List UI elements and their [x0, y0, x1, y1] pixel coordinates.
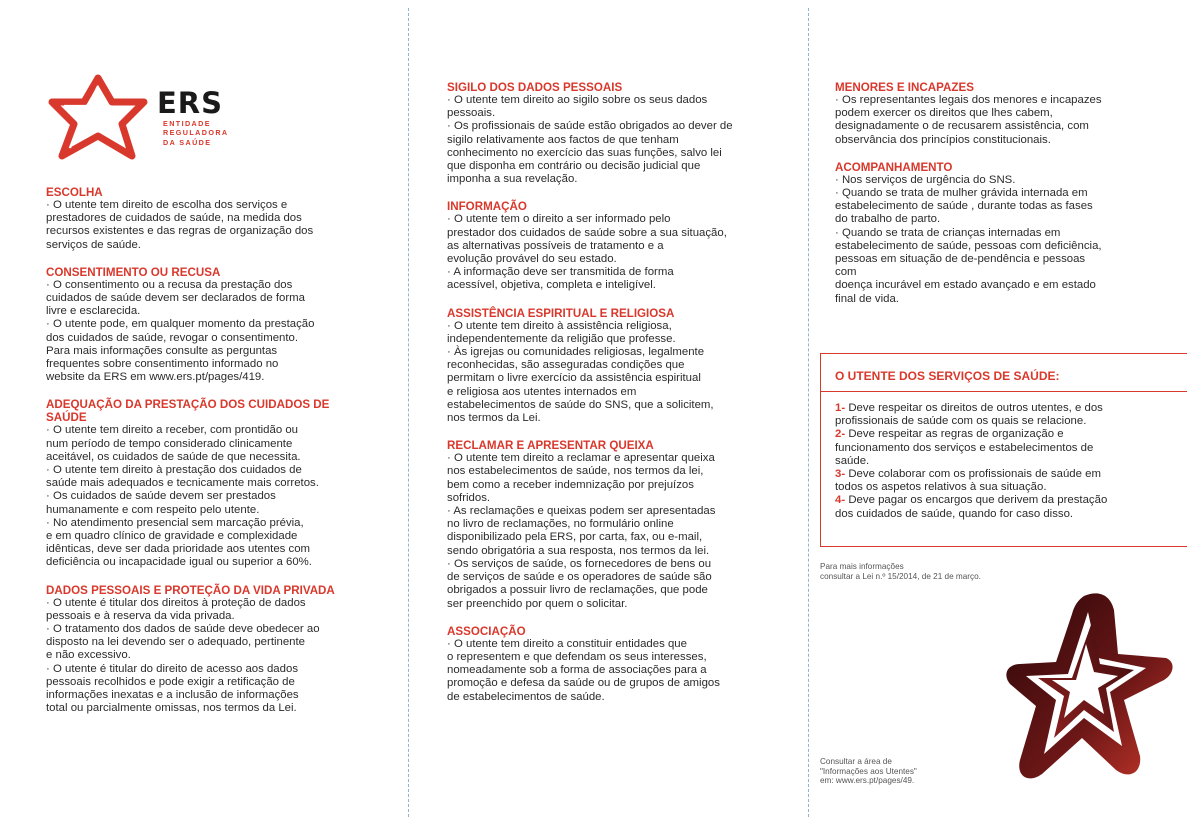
duty-item	[835, 428, 1177, 468]
section-line: pessoais recolhidos e pode exigir a retificação de	[46, 675, 295, 688]
section-line: reconhecidas, são asseguradas condições que	[447, 359, 685, 372]
website-note-line: "Informações aos Utentes"	[820, 766, 917, 776]
section	[46, 584, 364, 716]
section-line: pessoais e à reserva da vida privada.	[46, 609, 235, 622]
duty-text: todos os aspetos relativos à sua situação.	[835, 481, 1047, 494]
section-line: sigilo relativamente aos factos de que tenham	[447, 133, 679, 146]
duties-divider	[821, 391, 1187, 392]
section-line: · O utente tem direito de escolha dos serviços e	[46, 199, 288, 211]
duty-line	[835, 481, 1177, 494]
section-line: permitam o livre exercício da assistência espiritual	[447, 372, 701, 385]
fold-line-left	[408, 8, 409, 817]
section	[447, 200, 775, 292]
star-logo-icon	[44, 72, 152, 162]
section-line: evolução provável do seu estado.	[447, 253, 617, 266]
section-line: nos estabelecimentos de saúde, nos termos da lei,	[447, 465, 704, 478]
section-heading: INFORMAÇÃO	[447, 200, 527, 214]
section-line: · No atendimento presencial sem marcação prévia,	[46, 516, 304, 529]
duty-item	[835, 468, 1177, 494]
section-heading: MENORES E INCAPAZES	[835, 81, 974, 94]
section-line: conhecimento no exercício das suas funções, salvo lei	[447, 146, 722, 159]
law-note-line: Para mais informações	[820, 562, 904, 571]
section-line: · O utente tem direito ao sigilo sobre os seus dados	[447, 94, 708, 106]
section-heading: ACOMPANHAMENTO	[835, 160, 953, 174]
section-line: · O tratamento dos dados de saúde deve obedecer ao	[46, 623, 320, 636]
section-line: · O utente tem o direito a ser informado pelo	[447, 213, 671, 226]
section-line: pessoais.	[447, 107, 496, 120]
section-line: · Os serviços de saúde, os fornecedores de bens ou	[447, 557, 712, 570]
section-line: de estabelecimentos de saúde.	[447, 690, 605, 703]
website-note-line: em: www.ers.pt/pages/49.	[820, 776, 915, 786]
section	[447, 625, 775, 704]
section-line: final de vida.	[835, 292, 899, 305]
duty-text: Deve respeitar os direitos de outros utentes, e dos	[848, 402, 1103, 414]
section-line: frequentes sobre consentimento informado no	[46, 358, 279, 371]
section-line: · Os representantes legais dos menores e incapazes	[835, 94, 1102, 106]
section-line: · Às igrejas ou comunidades religiosas, legalmente	[447, 346, 705, 359]
section-line: dos cuidados de saúde, revogar o consentimento.	[46, 331, 299, 344]
section-line: · O utente é titular dos direitos à proteção de dados	[46, 596, 306, 609]
ers-subtitle-line: ENTIDADE	[163, 119, 211, 128]
duty-line	[835, 468, 1177, 481]
section-line: doença incurável em estado avançado e em estado	[835, 279, 1096, 292]
section	[46, 398, 364, 569]
duty-number: 4-	[835, 494, 846, 507]
section-line: e em quadro clínico de gravidade e complexidade	[46, 530, 298, 543]
section	[447, 307, 775, 426]
section	[46, 186, 364, 252]
section-line: · Nos serviços de urgência do SNS.	[835, 173, 1016, 186]
section-line: · Quando se trata de mulher grávida internada em	[835, 187, 1088, 200]
duties-list	[821, 402, 1187, 521]
section-line: prestadores de cuidados de saúde, na medida dos	[46, 212, 302, 225]
section-line: independentemente da religião que professe.	[447, 332, 676, 345]
section-line: promoção e defesa da saúde ou de grupos de amigos	[447, 677, 720, 690]
duty-line	[835, 428, 1177, 441]
duty-line	[835, 442, 1177, 455]
section	[835, 161, 1157, 306]
section-line: de serviços de saúde e os operadores de saúde são	[447, 571, 712, 584]
column-middle	[447, 81, 775, 718]
section-line: informações inexatas e a inclusão de informações	[46, 689, 299, 702]
section-line: · O utente pode, em qualquer momento da prestação	[46, 318, 315, 331]
section	[447, 439, 775, 610]
duty-number: 3-	[835, 468, 846, 481]
section-heading: DADOS PESSOAIS E PROTEÇÃO DA VIDA PRIVADA	[46, 583, 335, 597]
section-line: · O utente tem direito a receber, com prontidão ou	[46, 424, 298, 437]
column-left	[46, 186, 364, 730]
duty-line	[835, 494, 1177, 507]
column-right	[835, 81, 1157, 320]
duty-text: dos cuidados de saúde, quando for caso disso.	[835, 507, 1074, 520]
duty-text: profissionais de saúde com os quais se relacione.	[835, 415, 1087, 428]
section-heading: RECLAMAR E APRESENTAR QUEIXA	[447, 439, 654, 453]
duty-line	[835, 455, 1177, 468]
ers-subtitle-line: REGULADORA	[163, 128, 229, 138]
section-line: podem exercer os direitos que lhes cabem,	[835, 107, 1053, 120]
fold-line-right	[808, 8, 809, 817]
section-line: ser preenchido por quem o solicitar.	[447, 597, 628, 610]
section-line: acessível, objetiva, completa e inteligível.	[447, 279, 656, 292]
section-line: saúde mais adequados e tecnicamente mais corretos.	[46, 477, 319, 490]
section-line: nos termos da Lei.	[447, 412, 541, 425]
section-line: · O consentimento ou a recusa da prestação dos	[46, 278, 293, 291]
ers-subtitle	[163, 119, 229, 147]
section-line: · O utente tem direito a reclamar e apresentar queixa	[447, 452, 715, 465]
duty-text: Deve colaborar com os profissionais de saúde em	[848, 468, 1101, 481]
section-line: pessoas em situação de de-pendência e pessoas	[835, 253, 1086, 266]
duty-number: 2-	[835, 428, 846, 441]
section	[835, 81, 1157, 147]
law-note	[820, 562, 981, 581]
section-line: Para mais informações consulte as perguntas	[46, 344, 278, 357]
section-line: deficiência ou incapacidade igual ou superior a 60%.	[46, 556, 312, 569]
section-line: · O utente tem direito a constituir entidades que	[447, 637, 687, 650]
section-line: · A informação deve ser transmitida de forma	[447, 266, 674, 279]
duty-item	[835, 402, 1177, 428]
section-line: livre e esclarecida.	[46, 305, 141, 318]
section-line: · O utente é titular do direito de acesso aos dados	[46, 662, 299, 675]
section	[447, 81, 775, 186]
duty-line	[835, 415, 1177, 428]
section-line: prestador dos cuidados de saúde sobre a sua situação,	[447, 226, 727, 239]
section-heading: CONSENTIMENTO OU RECUSA	[46, 265, 221, 279]
duty-text: funcionamento dos serviços e estabelecimentos de	[835, 441, 1094, 454]
section-line: do trabalho de parto.	[835, 213, 941, 226]
section-line: e religiosa aos utentes internados em	[447, 385, 637, 398]
section	[46, 266, 364, 385]
duty-line	[835, 508, 1177, 521]
section-line: disponibilizado pela ERS, por carta, fax, ou e-mail,	[447, 531, 703, 544]
section-line: num período de tempo considerado clinicamente	[46, 437, 293, 450]
section-line: · Os cuidados de saúde devem ser prestados	[46, 490, 276, 503]
section-line: estabelecimento de saúde, pessoas com deficiência,	[835, 239, 1102, 252]
section-line: · Quando se trata de crianças internadas em	[835, 226, 1061, 239]
section-line: e não excessivo.	[46, 649, 131, 662]
section-heading: SIGILO DOS DADOS PESSOAIS	[447, 81, 623, 94]
section-heading: ESCOLHA	[46, 186, 103, 199]
section-line: serviços de saúde.	[46, 238, 141, 251]
section-line: idênticas, deve ser dada prioridade aos utentes com	[46, 543, 311, 556]
section-line: recursos existentes e das regras de organização dos	[46, 225, 314, 238]
section-line: website da ERS em www.ers.pt/pages/419.	[46, 371, 265, 384]
section-line: bem como a receber indemnização por prejuízos	[447, 478, 694, 491]
ers-subtitle-line: DA SAÚDE	[163, 137, 212, 147]
section-heading: ASSISTÊNCIA ESPIRITUAL E RELIGIOSA	[447, 306, 675, 320]
section-line: as alternativas possíveis de tratamento e a	[447, 239, 664, 252]
section-line: observância dos princípios constitucionais.	[835, 133, 1051, 146]
duty-item	[835, 494, 1177, 520]
decorative-star-icon	[1006, 588, 1176, 788]
section-line: aceitável, os cuidados de saúde de que necessita.	[46, 450, 301, 463]
section-line: no livro de reclamações, no formulário online	[447, 518, 674, 531]
section-heading: ASSOCIAÇÃO	[447, 624, 526, 638]
website-note-line: Consultar a área de	[820, 757, 892, 766]
section-line: humanamente e com respeito pelo utente.	[46, 503, 260, 516]
section-line: disposto na lei devendo ser o adequado, pertinente	[46, 636, 306, 649]
section-line: designadamente o de recusarem assistência, com	[835, 120, 1089, 133]
duty-text: Deve pagar os encargos que derivem da prestação	[848, 494, 1108, 507]
section-line: nomeadamente sob a forma de associações para a	[447, 664, 707, 677]
law-note-line: consultar a Lei n.º 15/2014, de 21 de março.	[820, 571, 981, 581]
section-line: o representem e que defendam os seus interesses,	[447, 650, 707, 663]
section-line: cuidados de saúde devem ser declarados de forma	[46, 292, 305, 305]
ers-wordmark: ERS	[157, 86, 224, 120]
section-line: imponha a sua revelação.	[447, 173, 578, 186]
duty-text: Deve respeitar as regras de organização e	[848, 428, 1064, 441]
section-line: que disponha em contrário ou decisão judicial que	[447, 160, 701, 173]
section-line: estabelecimento de saúde , durante todas as fases	[835, 200, 1093, 213]
duties-box	[820, 353, 1187, 547]
section-line: · As reclamações e queixas podem ser apresentadas	[447, 505, 716, 518]
section-line: · O utente tem direito à prestação dos cuidados de	[46, 464, 302, 477]
ers-logo	[44, 72, 234, 162]
section-line: · O utente tem direito à assistência religiosa,	[447, 319, 672, 332]
section-line: sendo obrigatória a sua resposta, nos termos da lei.	[447, 544, 710, 557]
section-line: total ou parcialmente omissas, nos termos da Lei.	[46, 702, 297, 715]
website-note	[820, 757, 917, 786]
section-line: com	[835, 266, 857, 279]
section-line: sofridos.	[447, 491, 491, 504]
section-line: estabelecimentos de saúde do SNS, que a solicitem,	[447, 398, 714, 411]
section-line: · Os profissionais de saúde estão obrigados ao dever de	[447, 120, 733, 133]
section-line: obrigados a possuir livro de reclamações, que pode	[447, 584, 708, 597]
duty-number: 1-	[835, 402, 846, 414]
duty-text: saúde.	[835, 454, 870, 467]
duties-title: O UTENTE DOS SERVIÇOS DE SAÚDE:	[835, 369, 1060, 383]
section-heading: ADEQUAÇÃO DA PRESTAÇÃO DOS CUIDADOS DE SAÚDE	[46, 398, 330, 425]
duty-line	[835, 402, 1177, 415]
